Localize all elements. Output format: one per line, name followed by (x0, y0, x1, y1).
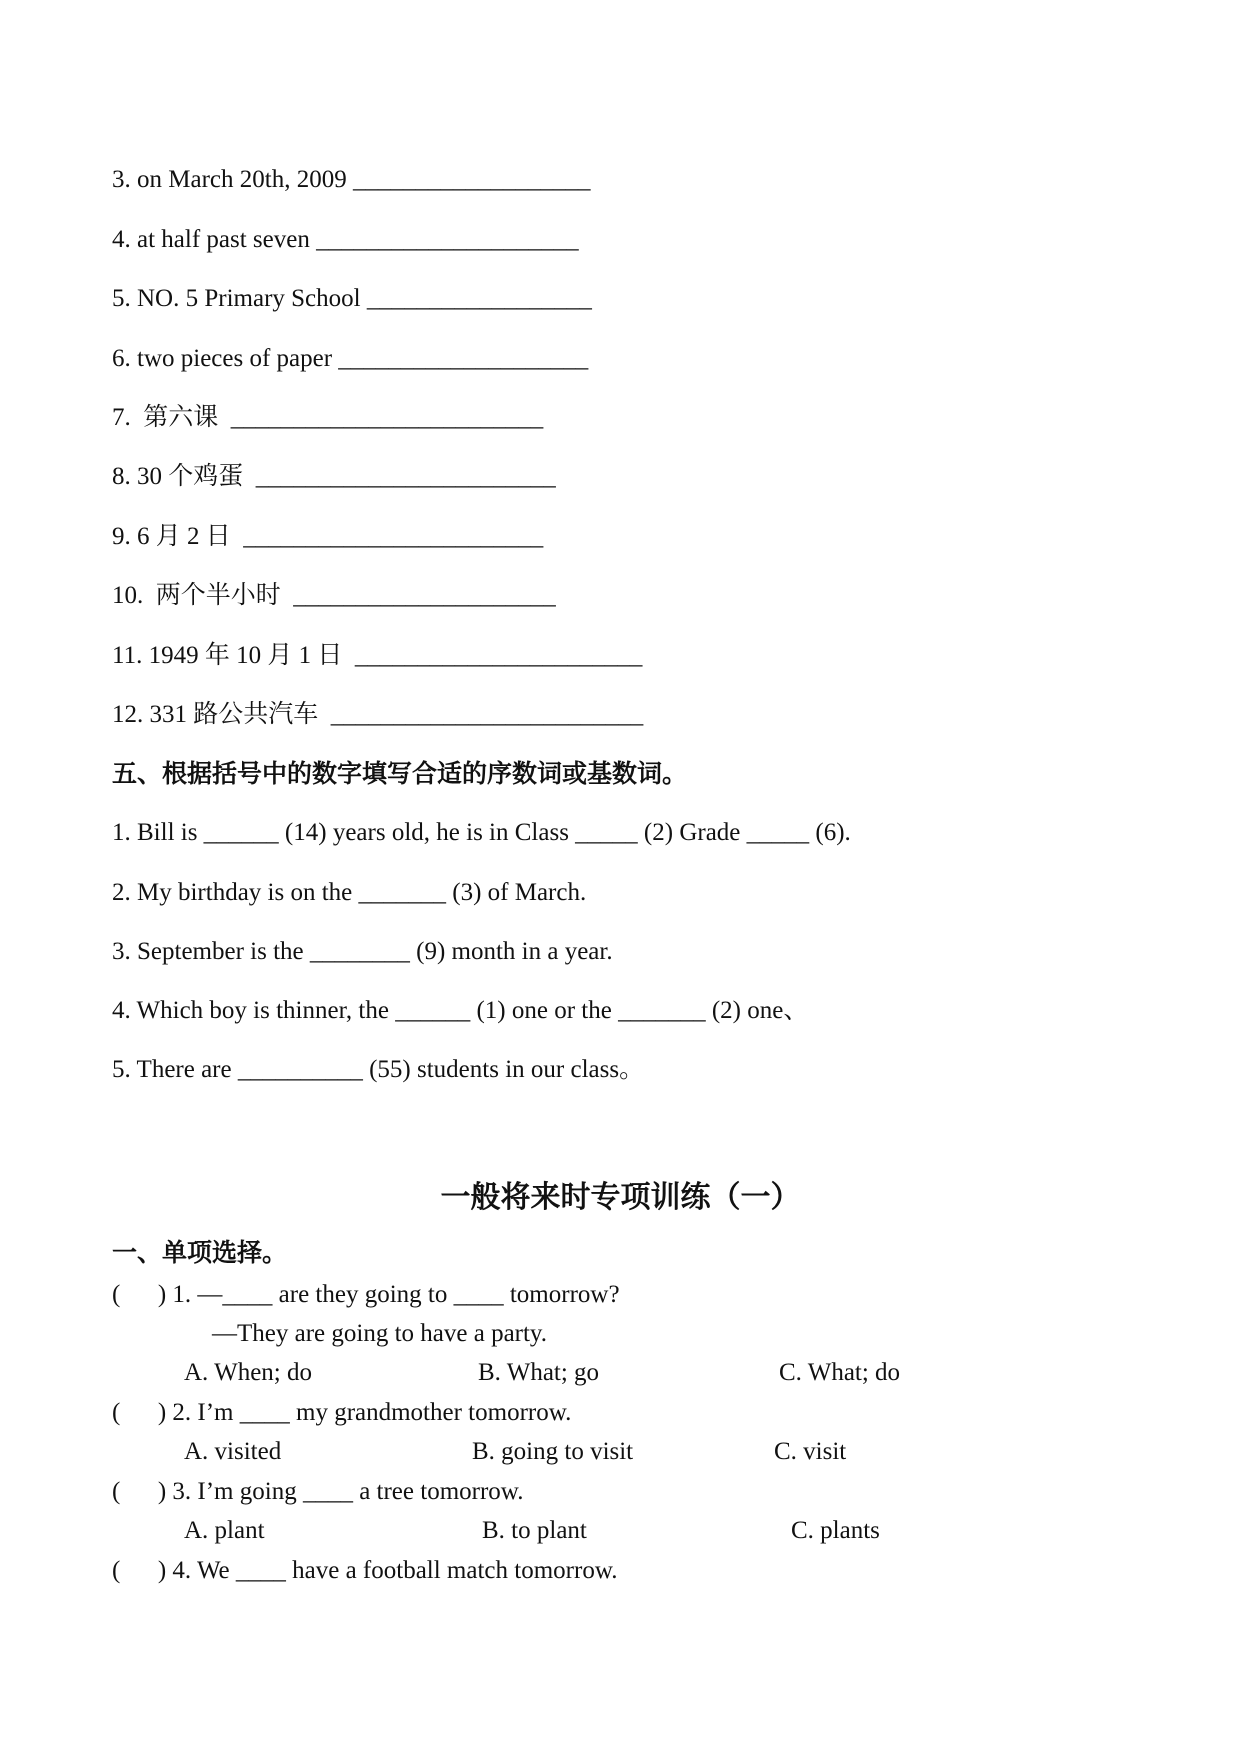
translate-item-4: 4. at half past seven _____________________ (112, 226, 579, 253)
future-section-heading: 一、单项选择。 (112, 1238, 288, 1267)
question-4-stem: ( ) 4. We ____ have a football match tomorrow. (112, 1557, 618, 1584)
future-section-title: 一般将来时专项训练（一） (440, 1180, 801, 1215)
question-3-stem: ( ) 3. I’m going ____ a tree tomorrow. (112, 1478, 524, 1505)
question-2-option-a: A. visited (184, 1438, 282, 1465)
section5-item-2: 2. My birthday is on the _______ (3) of March. (112, 879, 587, 906)
translate-item-11: 11. 1949 年 10 月 1 日 _______________________ (112, 642, 643, 669)
question-3-option-b: B. to plant (482, 1517, 587, 1544)
question-3-option-a: A. plant (184, 1517, 265, 1544)
question-3-option-c: C. plants (791, 1517, 880, 1544)
translate-item-5: 5. NO. 5 Primary School __________________ (112, 285, 592, 312)
translate-item-6: 6. two pieces of paper ____________________ (112, 345, 589, 372)
section5-item-5: 5. There are __________ (55) students in our class。 (112, 1056, 645, 1083)
question-2-option-c: C. visit (774, 1438, 847, 1465)
translate-item-9: 9. 6 月 2 日 ________________________ (112, 523, 544, 550)
question-1-stem: ( ) 1. —____ are they going to ____ tomorrow? (112, 1281, 620, 1308)
translate-item-3: 3. on March 20th, 2009 ___________________ (112, 166, 591, 193)
section5-item-3: 3. September is the ________ (9) month in a year. (112, 938, 613, 965)
question-1-option-a: A. When; do (184, 1359, 312, 1386)
question-2-stem: ( ) 2. I’m ____ my grandmother tomorrow. (112, 1399, 572, 1426)
translate-item-8: 8. 30 个鸡蛋 ________________________ (112, 463, 556, 490)
section5-heading: 五、根据括号中的数字填写合适的序数词或基数词。 (112, 759, 688, 788)
section5-item-4: 4. Which boy is thinner, the ______ (1) one or the _______ (2) one、 (112, 997, 809, 1024)
question-1-option-c: C. What; do (779, 1359, 901, 1386)
translate-item-7: 7. 第六课 _________________________ (112, 404, 544, 431)
question-1-option-b: B. What; go (478, 1359, 600, 1386)
section5-item-1: 1. Bill is ______ (14) years old, he is in Class _____ (2) Grade _____ (6). (112, 819, 851, 846)
translate-item-12: 12. 331 路公共汽车 _________________________ (112, 701, 644, 728)
question-1-stem2: —They are going to have a party. (212, 1320, 548, 1347)
translate-item-10: 10. 两个半小时 _____________________ (112, 582, 556, 609)
question-2-option-b: B. going to visit (472, 1438, 634, 1465)
